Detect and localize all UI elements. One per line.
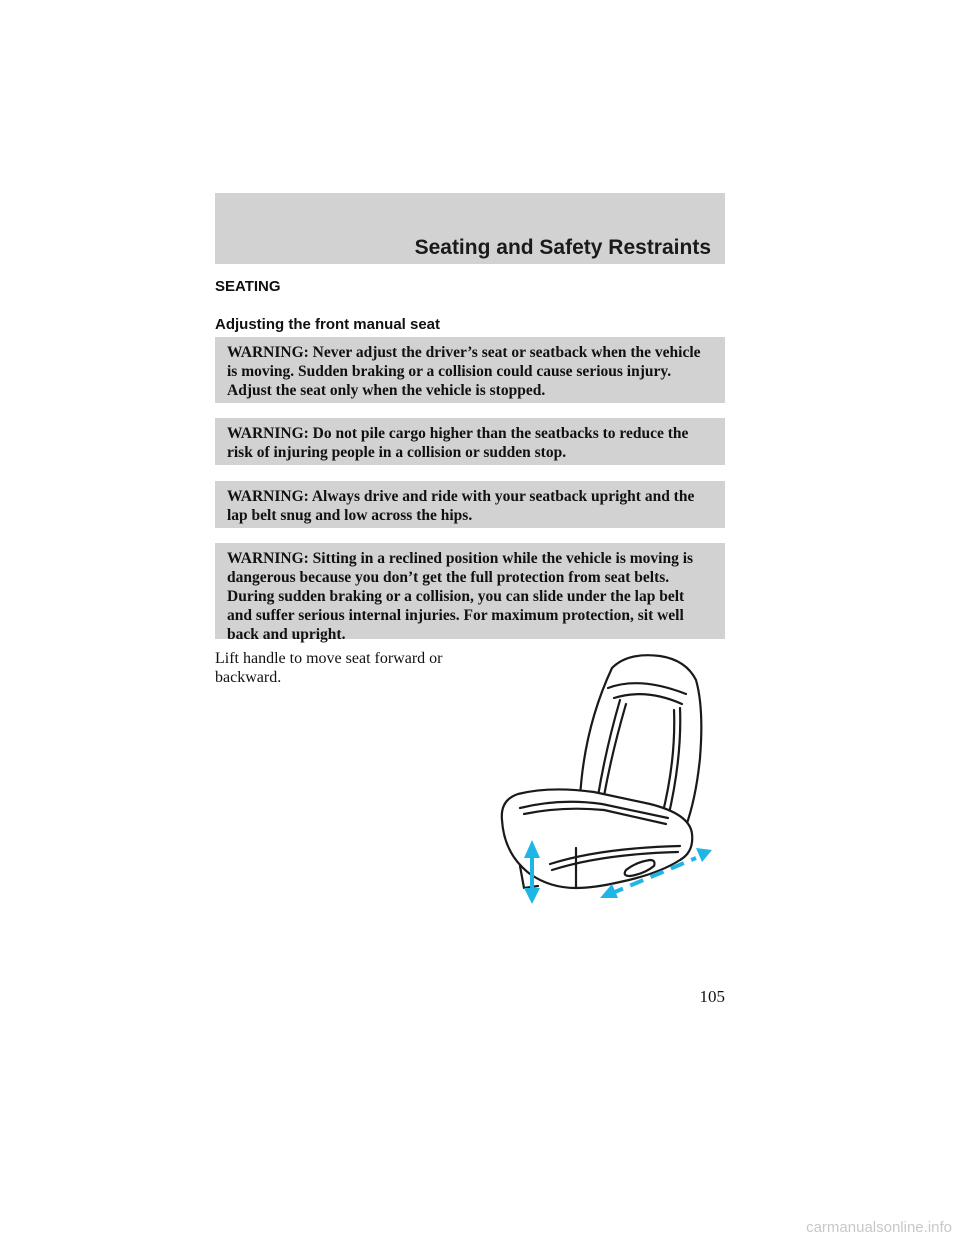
instruction-text: Lift handle to move seat forward or backward. [215,650,443,686]
page-number: 105 [699,987,725,1006]
seat-illustration [490,648,730,908]
warning-box-reclined-position: WARNING: Sitting in a reclined position while the vehicle is moving is dangerous because you don’t get the full protection from seat belts. During sudden braking or a collision, you can slide under the lap belt and suffer serious internal injuries. For maximum protection, sit well back and upright. [215,543,725,639]
section-title: Seating and Safety Restraints [414,236,711,259]
watermark-text: carmanualsonline.info [806,1219,952,1236]
warning-box-seat-adjust: WARNING: Never adjust the driver’s seat or seatback when the vehicle is moving. Sudden braking or a collision could cause serious injury. Adjust the seat only when the vehicle is stopped. [215,337,725,403]
warning-box-cargo: WARNING: Do not pile cargo higher than the seatbacks to reduce the risk of injuring people in a collision or sudden stop. [215,418,725,465]
section-heading: SEATING [215,278,281,295]
sub-heading: Adjusting the front manual seat [215,316,441,333]
warning-box-seatback-upright: WARNING: Always drive and ride with your seatback upright and the lap belt snug and low across the hips. [215,481,725,528]
header-band [215,193,725,264]
